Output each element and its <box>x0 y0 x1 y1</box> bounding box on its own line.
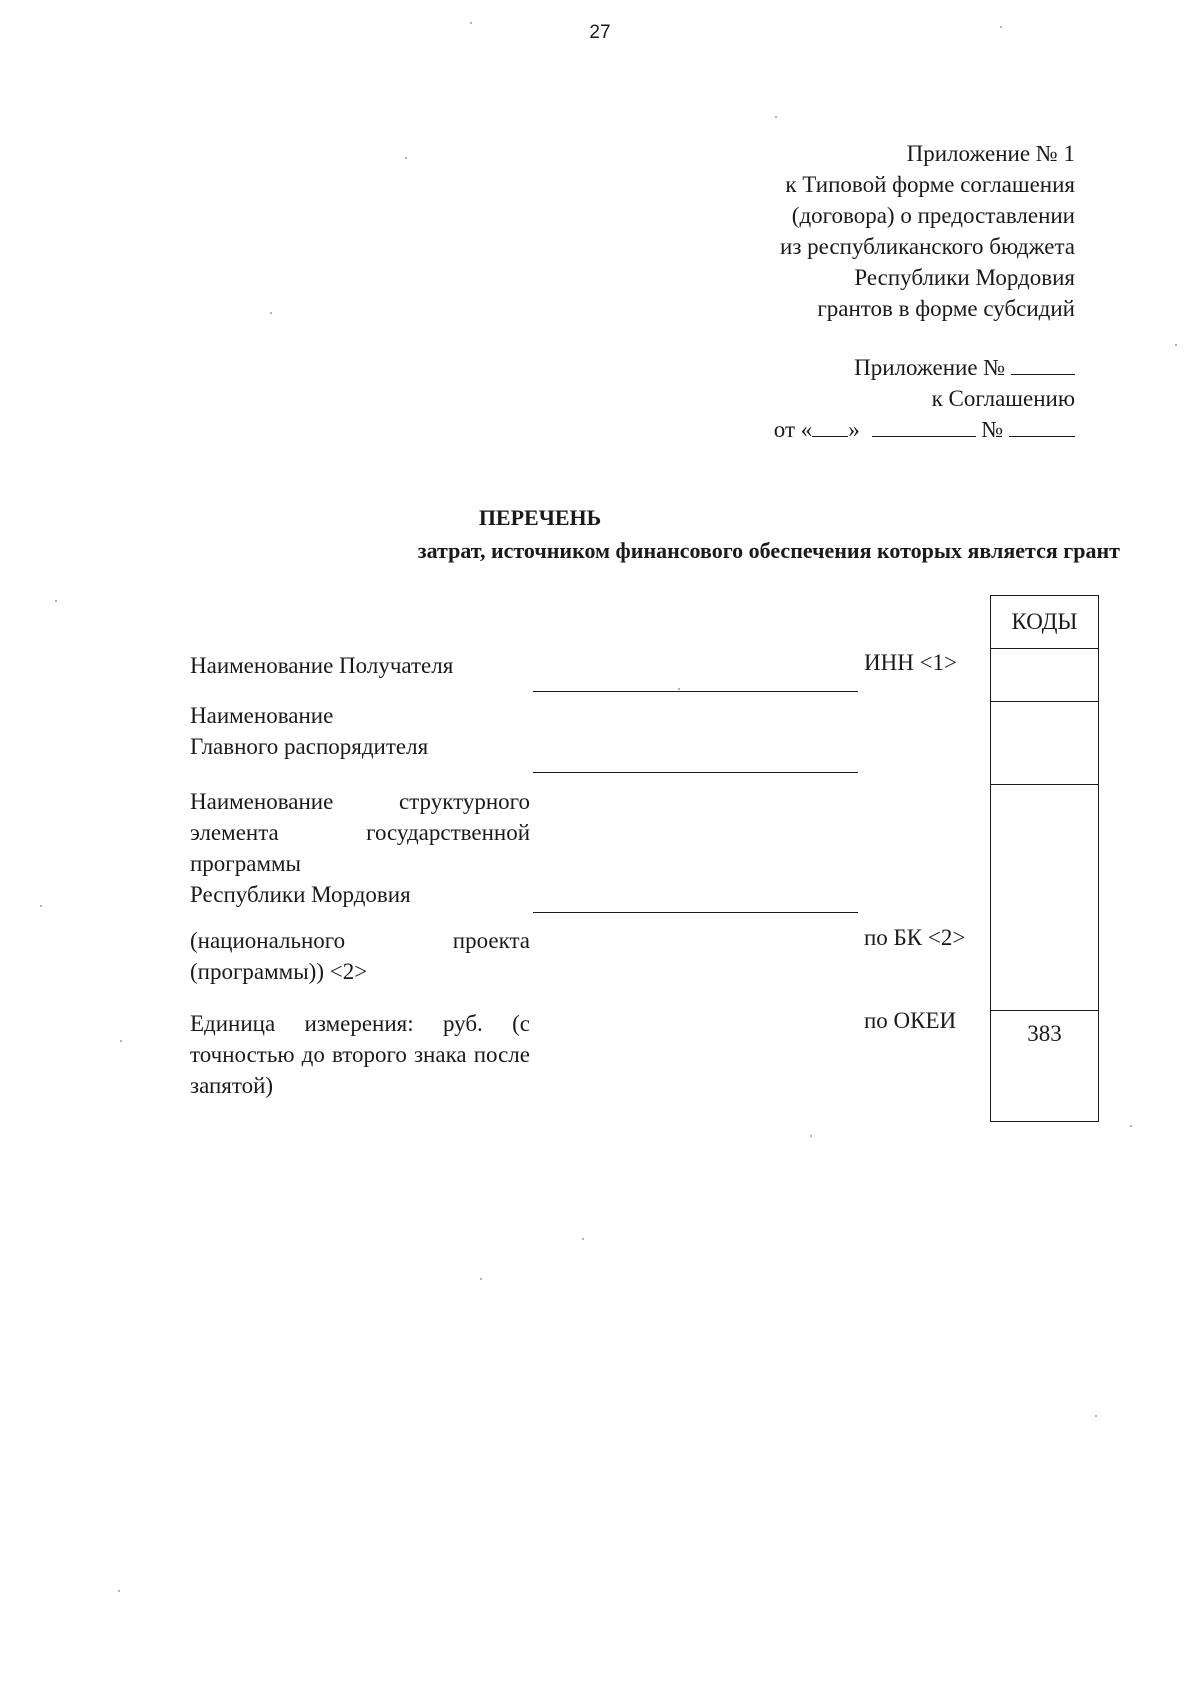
agreement-appendix-header <box>555 352 1075 445</box>
appendix-line: грантов в форме субсидий <box>817 296 1075 321</box>
scan-speck <box>775 116 777 118</box>
codes-table <box>990 595 1099 1122</box>
scan-speck <box>678 688 680 690</box>
month-year-blank <box>872 416 976 437</box>
agreement-number-blank <box>1009 416 1075 437</box>
document-subtitle: затрат, источником финансового обеспечения которых является грант <box>417 538 1120 563</box>
page-number: 27 <box>589 22 611 43</box>
agreement-appendix-number-line: Приложение № <box>555 352 1075 383</box>
scan-speck <box>1175 344 1177 346</box>
scan-speck <box>1095 1415 1097 1417</box>
scan-speck <box>1000 26 1002 28</box>
bk-code-cell <box>991 785 1099 1011</box>
scan-speck <box>405 157 407 159</box>
unit-label: Единица измерения: руб. (с точностью до второго знака после запятой) <box>190 1011 530 1098</box>
document-title: ПЕРЕЧЕНЬ <box>478 505 602 530</box>
inn-label: ИНН <1> <box>864 650 958 675</box>
scan-speck <box>470 22 472 24</box>
recipient-fill-line <box>533 691 858 692</box>
scan-speck <box>118 1590 120 1592</box>
national-project-label: (национального проекта (программы)) <2> <box>190 928 530 984</box>
scan-speck <box>1130 1125 1132 1127</box>
agreement-date-line: от « » № <box>555 414 1075 445</box>
scan-speck <box>480 1278 482 1280</box>
scan-speck <box>120 1040 122 1042</box>
manager-code-cell <box>991 702 1099 785</box>
day-blank <box>812 416 848 437</box>
appendix-line: из республиканского бюджета <box>780 234 1075 259</box>
scan-speck <box>55 600 57 602</box>
scan-speck <box>270 312 272 314</box>
appendix-line: Приложение № 1 <box>906 141 1075 166</box>
structural-element-label: Наименование структурного элемента государственной программы Республики Мордовия <box>190 789 530 907</box>
okei-label: по ОКЕИ <box>864 1008 957 1033</box>
appendix-line: Республики Мордовия <box>854 265 1075 290</box>
appendix-number-blank <box>1011 354 1075 375</box>
scan-speck <box>40 905 42 907</box>
appendix-line: (договора) о предоставлении <box>791 203 1075 228</box>
codes-header: КОДЫ <box>991 596 1099 649</box>
inn-code-cell <box>991 649 1099 702</box>
scan-speck <box>810 1135 812 1137</box>
appendix-line: к Типовой форме соглашения <box>785 172 1075 197</box>
manager-label: Наименование Главного распорядителя <box>190 703 429 759</box>
okei-code-cell: 383 <box>991 1011 1099 1122</box>
recipient-label: Наименование Получателя <box>190 653 454 678</box>
manager-fill-line <box>533 772 858 773</box>
bk-label: по БК <2> <box>864 925 966 950</box>
structural-element-fill-line <box>533 912 858 913</box>
scan-speck <box>582 1238 584 1240</box>
agreement-line: к Соглашению <box>931 386 1075 411</box>
appendix-header <box>555 138 1075 324</box>
